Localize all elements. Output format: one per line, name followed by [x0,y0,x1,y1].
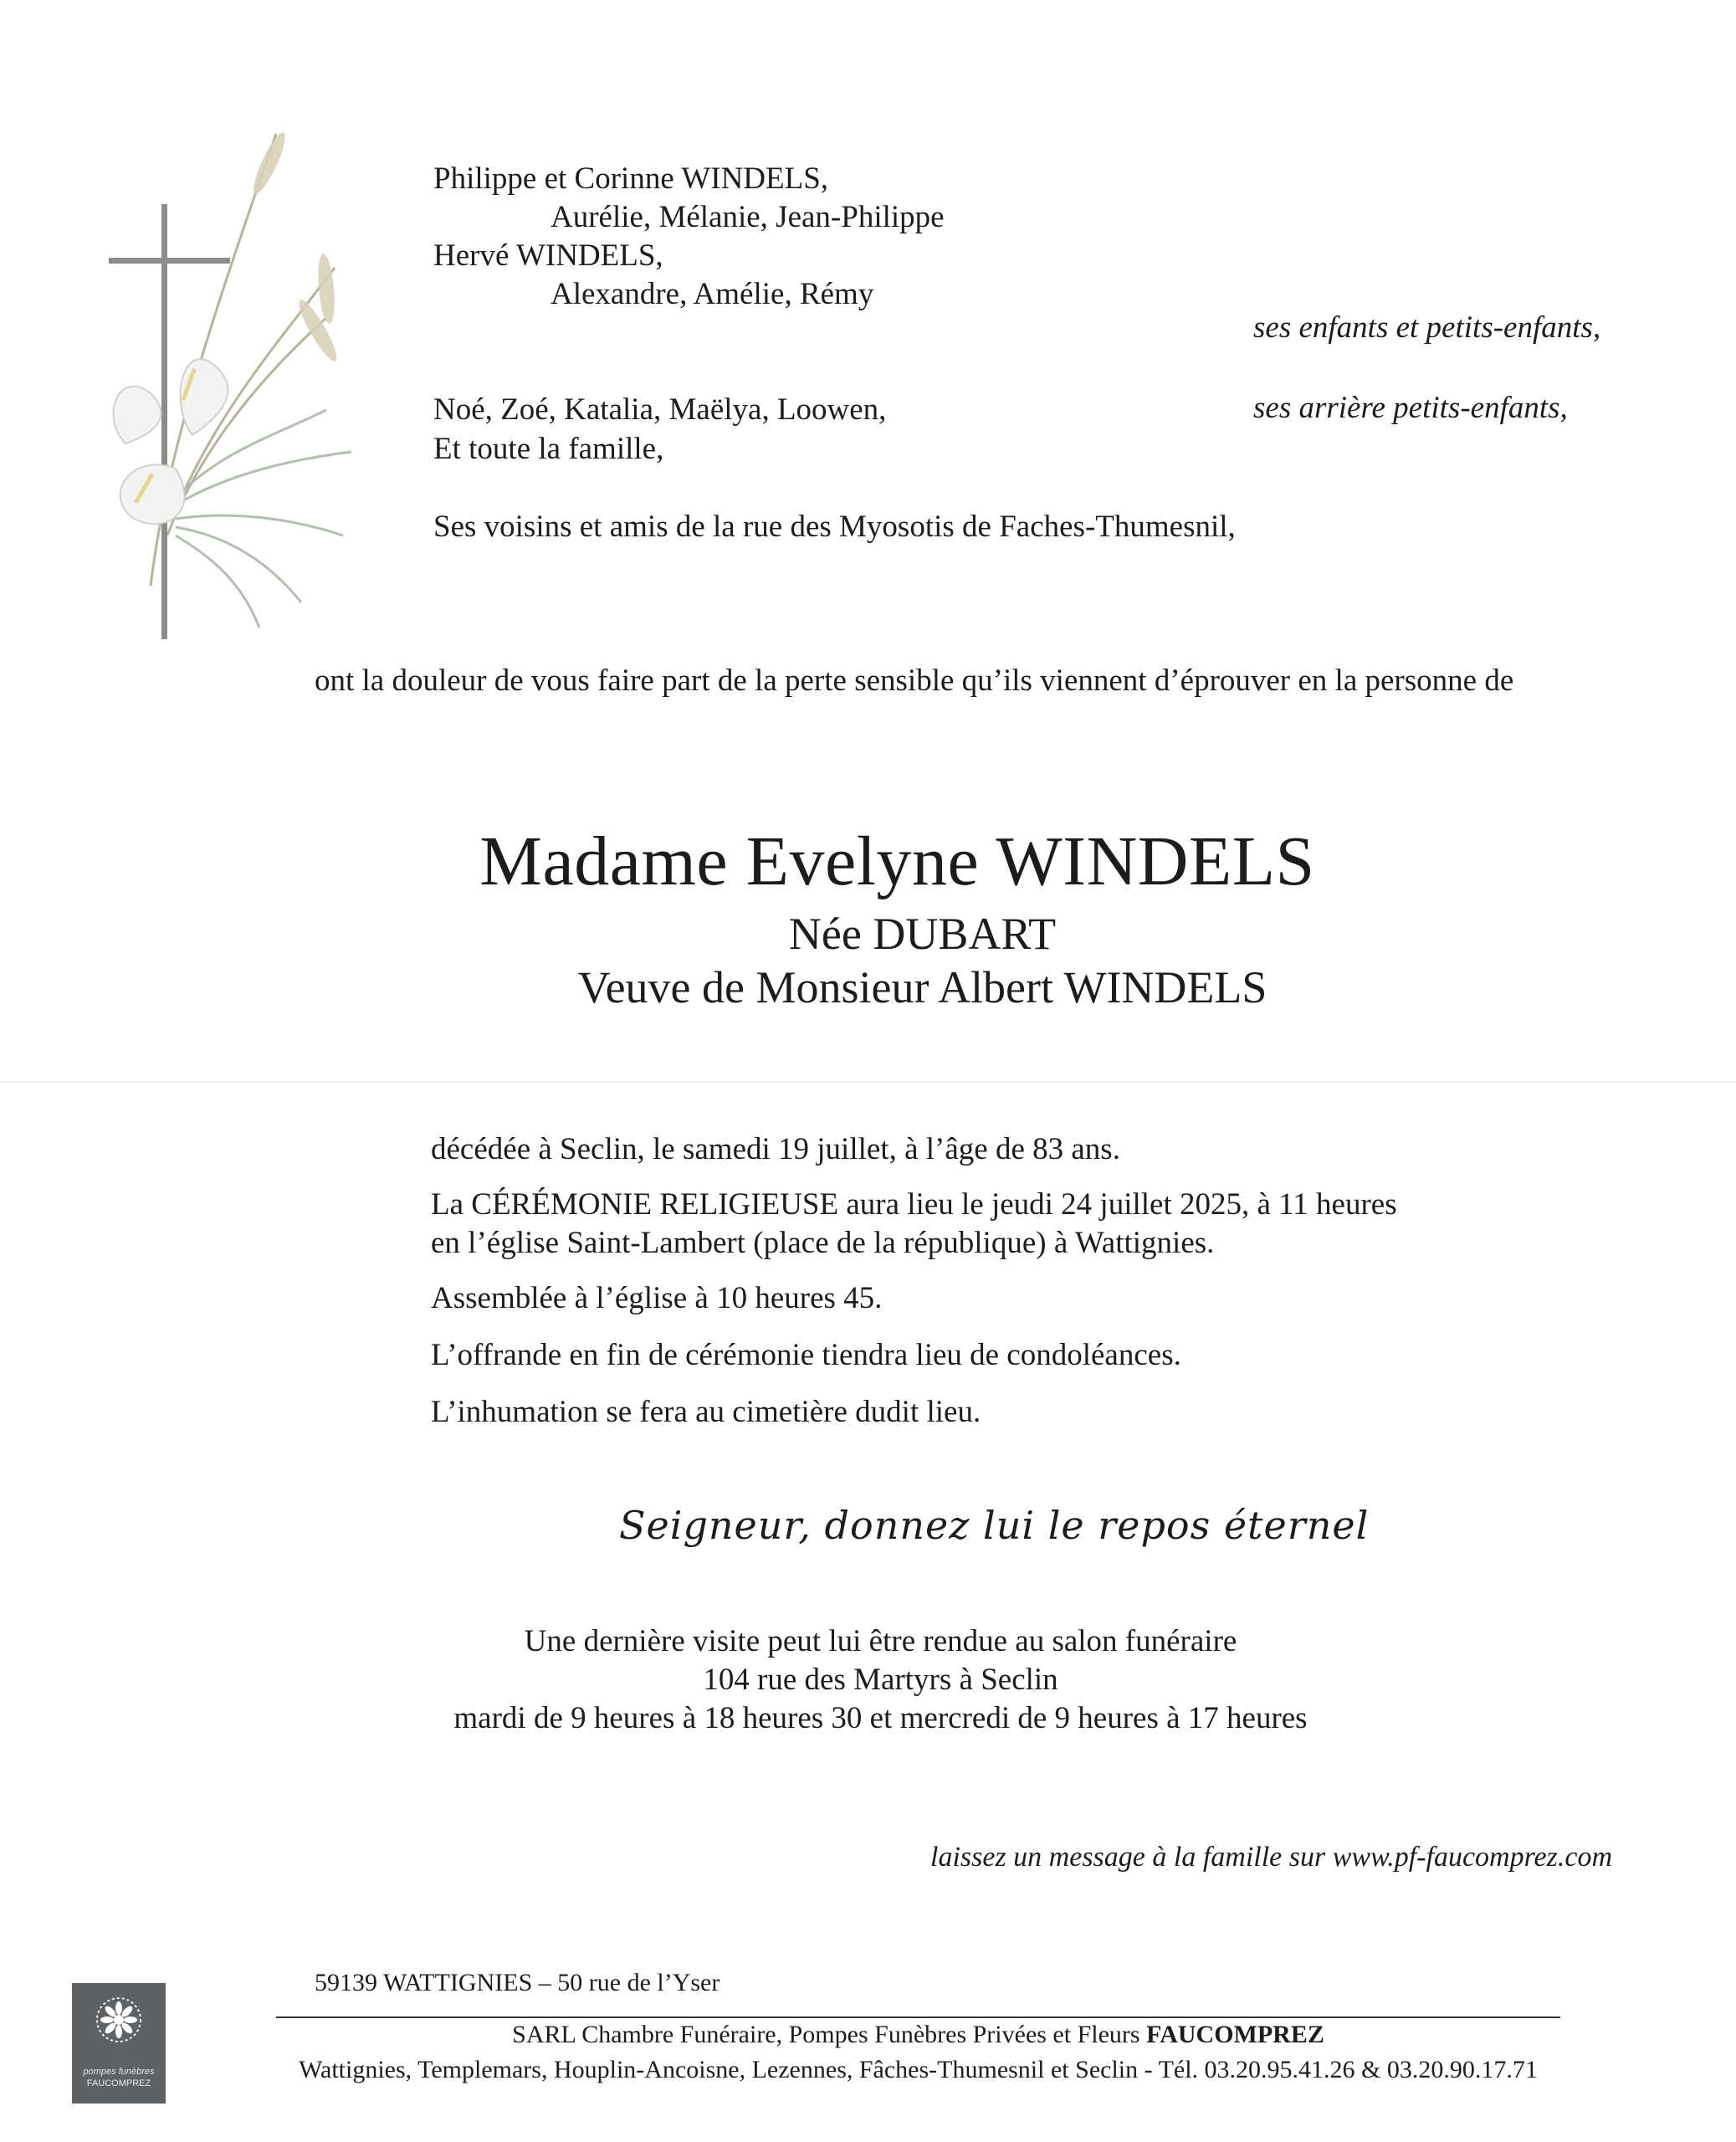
footer-company [276,2020,1560,2050]
wheat-ears [248,130,342,365]
flower-emblem-icon [94,1995,144,2045]
widow-of: Veuve de Monsieur Albert WINDELS [577,962,1267,1012]
ceremony-line-2: en l’église Saint-Lambert (place de la république) à Wattignies. [431,1226,1215,1260]
assembly-time: Assemblée à l’église à 10 heures 45. [431,1281,883,1315]
visit-line-1: Une dernière visite peut lui être rendue au salon funéraire [524,1624,1237,1658]
family-line-5: Noé, Zoé, Katalia, Maëlya, Loowen, [433,392,887,427]
logo-caption-2: FAUCOMPREZ [86,2078,151,2088]
paper-fold-line [0,1081,1736,1083]
logo-caption-1: pompes funèbres [83,2067,155,2077]
maiden-name: Née DUBART [788,909,1057,959]
company-description: SARL Chambre Funéraire, Pompes Funèbres Privées et Fleurs [512,2021,1147,2048]
offering-note: L’offrande en fin de cérémonie tiendra lieu de condoléances. [431,1338,1181,1372]
burial-note: L’inhumation se fera au cimetière dudit lieu. [431,1395,981,1429]
visit-line-3: mardi de 9 heures à 18 heures 30 et mercredi de 9 heures à 17 heures [453,1701,1308,1735]
cross-lily-illustration [50,117,368,653]
company-logo [72,1983,166,2104]
prayer-text: Seigneur, donnez lui le repos éternel [619,1503,1370,1548]
family-line-6: Et toute la famille, [433,432,664,466]
message-link[interactable]: laissez un message à la famille sur www.pf-faucomprez.com [930,1842,1613,1873]
deceased-name: Madame Evelyne WINDELS [479,822,1315,900]
family-line-3: Hervé WINDELS, [433,238,663,273]
family-line-1: Philippe et Corinne WINDELS, [433,161,829,196]
announcement-text: ont la douleur de vous faire part de la perte sensible qu’ils viennent d’éprouver en la personne de [315,664,1514,698]
ceremony-line-1: La CÉRÉMONIE RELIGIEUSE aura lieu le jeudi 24 juillet 2025, à 11 heures [431,1187,1397,1222]
footer-divider [276,2016,1560,2018]
company-name: FAUCOMPREZ [1146,2021,1324,2048]
family-line-4: Alexandre, Amélie, Rémy [551,277,874,311]
visit-line-2: 104 rue des Martyrs à Seclin [703,1663,1058,1697]
role-children: ses enfants et petits-enfants, [1253,310,1601,345]
family-line-7: Ses voisins et amis de la rue des Myosotis de Faches-Thumesnil, [433,510,1236,544]
death-details: décédée à Seclin, le samedi 19 juillet, à l’âge de 83 ans. [431,1132,1120,1166]
palm-leaf [167,410,351,628]
family-line-2: Aurélie, Mélanie, Jean-Philippe [551,200,945,234]
footer-locations: Wattignies, Templemars, Houplin-Ancoisne, Lezennes, Fâches-Thumesnil et Seclin - Tél. 03.20.95.41.26 & 03.20.90.17.71 [299,2056,1538,2083]
role-great-grandchildren: ses arrière petits-enfants, [1253,391,1568,425]
footer-address: 59139 WATTIGNIES – 50 rue de l’Yser [315,1969,720,1996]
